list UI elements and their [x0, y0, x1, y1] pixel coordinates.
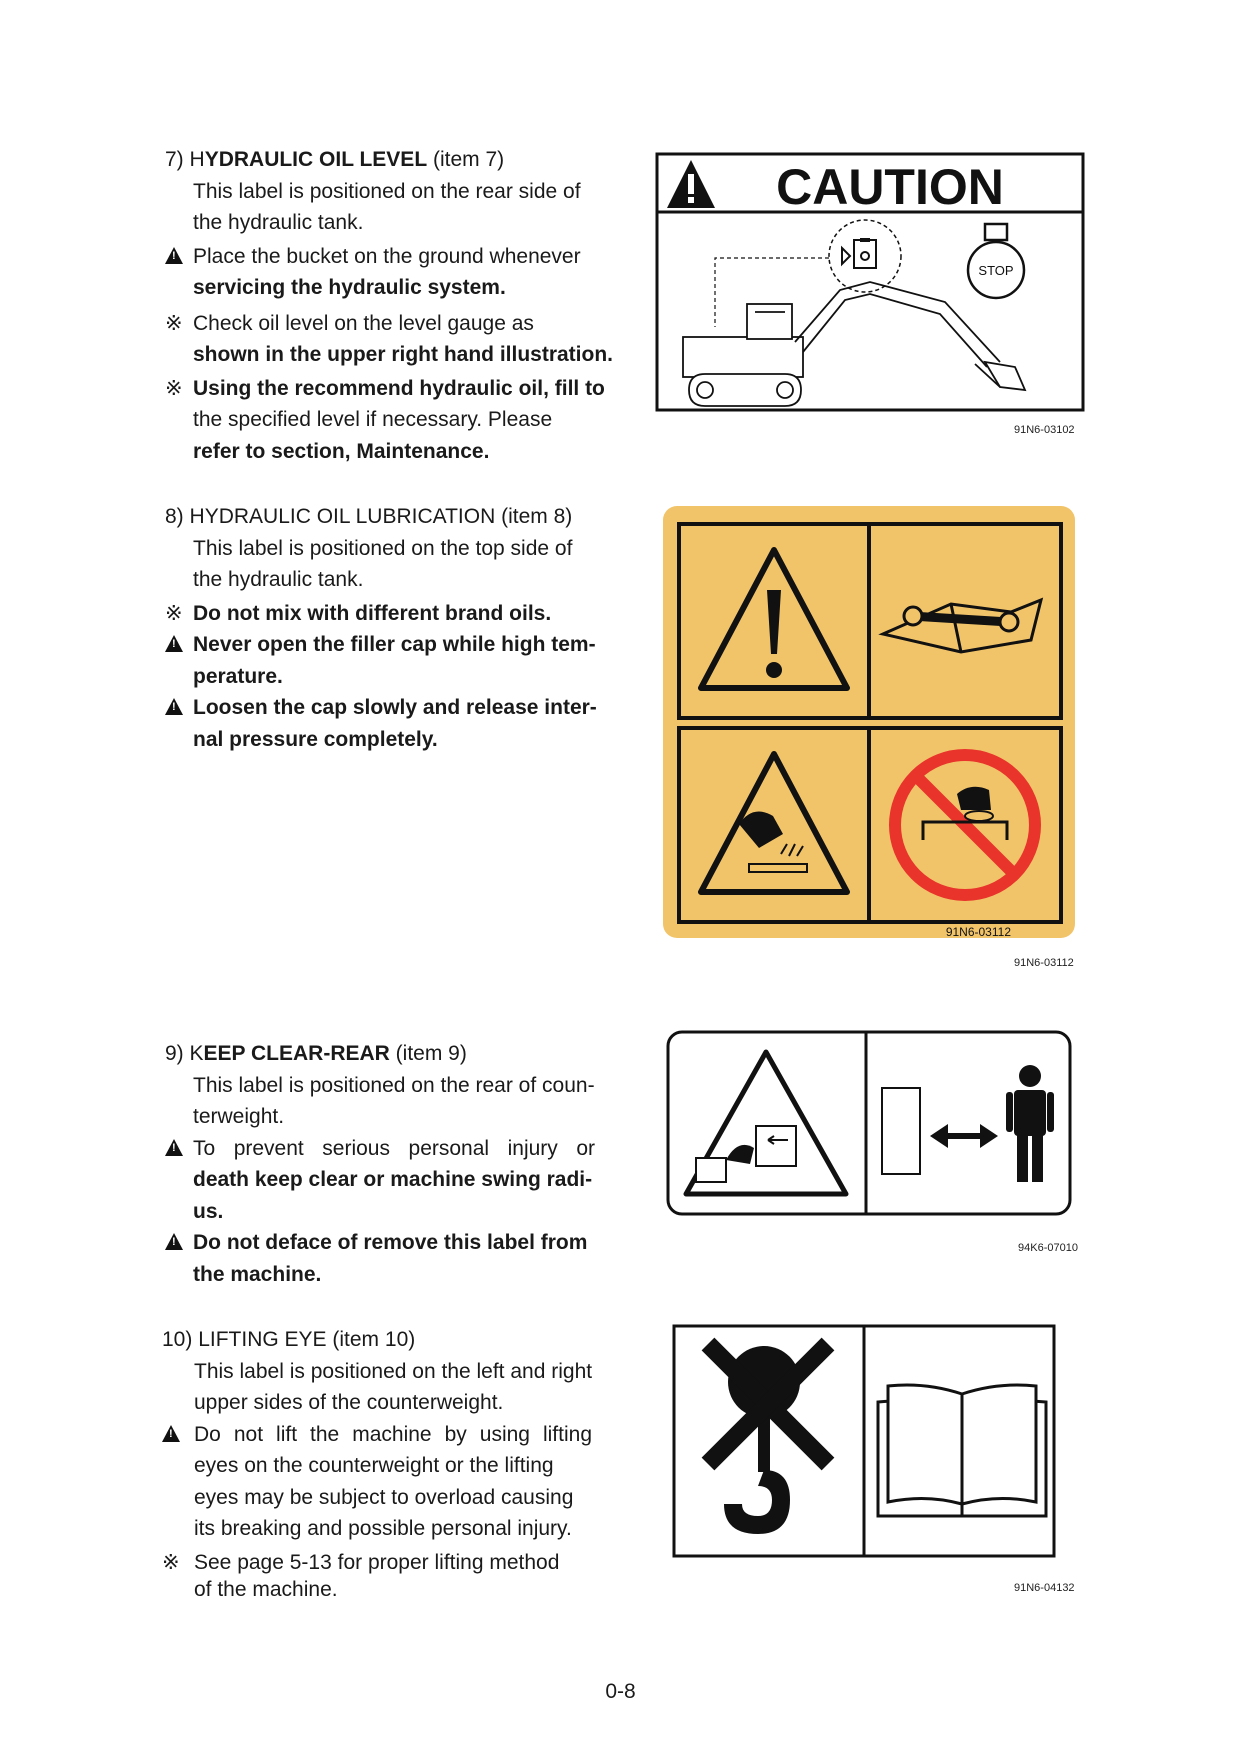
section-heading: 8) HYDRAULIC OIL LUBRICATION (item 8)	[165, 505, 573, 528]
note-reference: ※ Do not mix with different brand oils.	[165, 601, 552, 625]
note-reference: ※ Check oil level on the level gauge as	[165, 311, 534, 335]
figure-code: 91N6-04132	[1014, 1582, 1075, 1594]
note-line: the specified level if necessary. Please	[193, 408, 553, 431]
note-line: shown in the upper right hand illustration.	[193, 343, 613, 366]
stop-label: STOP	[978, 263, 1014, 278]
note-reference: ※ Using the recommend hydraulic oil, fill to	[165, 376, 605, 400]
note-line: eyes on the counterweight or the lifting	[194, 1454, 554, 1477]
note-warning: ! Never open the filler cap while high tem-	[165, 629, 595, 661]
caution-label-figure	[655, 152, 1085, 412]
body-line: the hydraulic tank.	[193, 211, 364, 234]
hydraulic-tank-label-figure	[661, 504, 1077, 940]
body-line: This label is positioned on the rear side of	[193, 179, 581, 203]
note-reference: ※ See page 5-13 for proper lifting method	[162, 1550, 560, 1574]
note-line: refer to section, Maintenance.	[193, 439, 490, 463]
note-warning: ! Loosen the cap slowly and release inter-	[165, 692, 595, 724]
note-line: perature.	[193, 664, 283, 688]
section-hydraulic-oil-lubrication	[165, 501, 595, 755]
section-heading: 7) HYDRAULIC OIL LEVEL (item 7)	[165, 148, 505, 171]
figure-code: 94K6-07010	[1018, 1242, 1078, 1254]
caution-word: CAUTION	[776, 159, 1004, 215]
label-inner-code: 91N6-03112	[945, 925, 1011, 939]
figure-code: 91N6-03112	[1014, 957, 1074, 969]
section-heading: 9) KEEP CLEAR-REAR (item 9)	[165, 1042, 467, 1065]
warning-triangle-icon	[162, 1425, 180, 1442]
note-warning: ! Place the bucket on the ground whenever	[165, 241, 595, 273]
note-line: death keep clear or machine swing radi-	[193, 1168, 593, 1191]
keep-clear-label-figure	[666, 1030, 1072, 1216]
note-line: its breaking and possible personal injury.	[194, 1517, 572, 1540]
note-line: us.	[193, 1199, 224, 1223]
body-line: the hydraulic tank.	[193, 568, 364, 591]
section-lifting-eye	[162, 1324, 592, 1602]
note-line: of the machine.	[194, 1578, 338, 1601]
section-hydraulic-oil-level	[165, 144, 613, 467]
warning-triangle-icon	[165, 247, 183, 264]
note-line: nal pressure completely.	[193, 727, 438, 751]
body-line: This label is positioned on the rear of coun-	[193, 1073, 595, 1097]
note-line: the machine.	[193, 1262, 322, 1286]
figure-code: 91N6-03102	[1014, 424, 1075, 436]
body-line: This label is positioned on the left and right	[194, 1359, 593, 1383]
body-line: This label is positioned on the top side of	[193, 536, 573, 560]
note-warning: ! Do not deface of remove this label from	[165, 1227, 595, 1259]
note-warning: ! To prevent serious personal injury or	[165, 1133, 595, 1165]
lifting-eye-label-figure	[672, 1324, 1056, 1558]
section-keep-clear-rear	[165, 1038, 595, 1290]
section-heading: 10) LIFTING EYE (item 10)	[162, 1328, 416, 1351]
note-line: eyes may be subject to overload causing	[194, 1485, 574, 1509]
warning-triangle-icon	[165, 1139, 183, 1156]
note-warning: ! Do not lift the machine by using lifting	[162, 1419, 592, 1451]
warning-triangle-icon	[165, 698, 183, 715]
page-number: 0-8	[605, 1680, 636, 1703]
body-line: upper sides of the counterweight.	[194, 1391, 504, 1414]
body-line: terweight.	[193, 1105, 285, 1128]
note-line: servicing the hydraulic system.	[193, 276, 506, 299]
warning-triangle-icon	[165, 635, 183, 652]
open-book-icon	[878, 1385, 1046, 1516]
warning-triangle-icon	[165, 1233, 183, 1250]
